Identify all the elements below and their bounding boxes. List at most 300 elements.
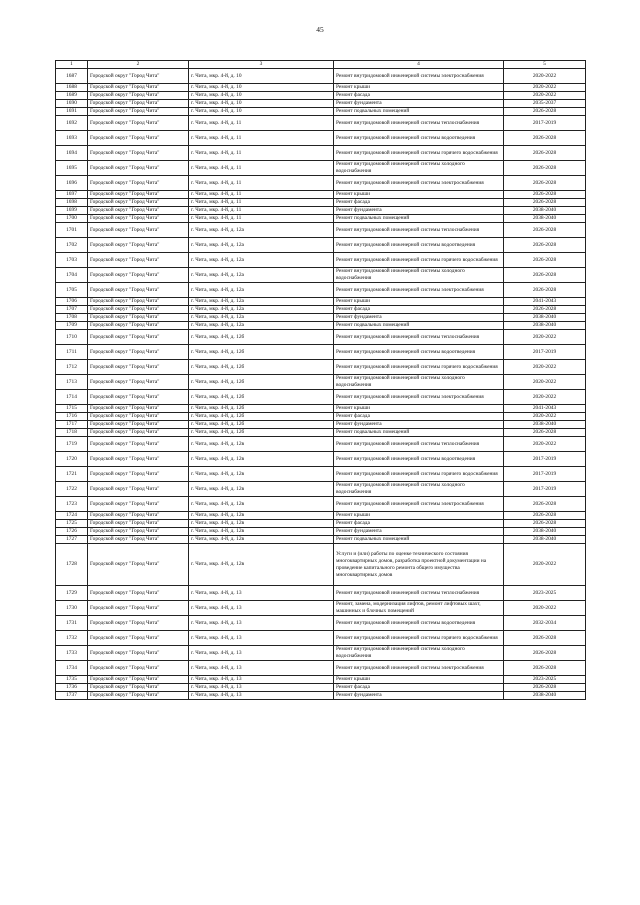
address: г. Чита, мкр. 4-й, д. 12а bbox=[189, 322, 334, 330]
period: 2017-2019 bbox=[504, 467, 586, 482]
period: 2026-2028 bbox=[504, 684, 586, 692]
period: 2026-2028 bbox=[504, 161, 586, 176]
work-type: Ремонт подвальных помещений bbox=[334, 536, 504, 544]
period: 2038-2040 bbox=[504, 528, 586, 536]
table-row bbox=[56, 238, 586, 253]
municipality: Городской округ "Город Чита" bbox=[88, 69, 189, 84]
work-type: Ремонт внутридомовой инженерной системы электроснабжения bbox=[334, 283, 504, 298]
row-number: 1731 bbox=[56, 616, 88, 631]
table-row bbox=[56, 536, 586, 544]
work-type: Ремонт внутридомовой инженерной системы теплоснабжения bbox=[334, 116, 504, 131]
row-number: 1705 bbox=[56, 283, 88, 298]
work-type: Ремонт крыши bbox=[334, 298, 504, 306]
repair-schedule-table bbox=[55, 60, 586, 700]
table-row bbox=[56, 215, 586, 223]
table-row bbox=[56, 322, 586, 330]
table-row bbox=[56, 692, 586, 700]
work-type: Ремонт внутридомовой инженерной системы холодного водоснабжения bbox=[334, 268, 504, 283]
municipality: Городской округ "Город Чита" bbox=[88, 306, 189, 314]
row-number: 1696 bbox=[56, 176, 88, 191]
address: г. Чита, мкр. 4-й, д. 12а bbox=[189, 238, 334, 253]
period: 2026-2028 bbox=[504, 429, 586, 437]
municipality: Городской округ "Город Чита" bbox=[88, 528, 189, 536]
work-type: Ремонт внутридомовой инженерной системы горячего водоснабжения bbox=[334, 631, 504, 646]
work-type: Ремонт подвальных помещений bbox=[334, 215, 504, 223]
address: г. Чита, мкр. 4-й, д. 12в bbox=[189, 536, 334, 544]
row-number: 1715 bbox=[56, 405, 88, 413]
row-number: 1709 bbox=[56, 322, 88, 330]
column-number: 2 bbox=[88, 61, 189, 69]
address: г. Чита, мкр. 4-й, д. 11 bbox=[189, 146, 334, 161]
table-row bbox=[56, 413, 586, 421]
address: г. Чита, мкр. 4-й, д. 12а bbox=[189, 268, 334, 283]
table-row bbox=[56, 646, 586, 661]
work-type: Ремонт внутридомовой инженерной системы теплоснабжения bbox=[334, 330, 504, 345]
municipality: Городской округ "Город Чита" bbox=[88, 544, 189, 586]
table-row bbox=[56, 84, 586, 92]
municipality: Городской округ "Город Чита" bbox=[88, 452, 189, 467]
row-number: 1687 bbox=[56, 69, 88, 84]
row-number: 1689 bbox=[56, 92, 88, 100]
table-row bbox=[56, 116, 586, 131]
address: г. Чита, мкр. 4-й, д. 11 bbox=[189, 191, 334, 199]
municipality: Городской округ "Город Чита" bbox=[88, 314, 189, 322]
period: 2020-2022 bbox=[504, 375, 586, 390]
row-number: 1727 bbox=[56, 536, 88, 544]
address: г. Чита, мкр. 4-й, д. 12а bbox=[189, 306, 334, 314]
municipality: Городской округ "Город Чита" bbox=[88, 375, 189, 390]
work-type: Ремонт внутридомовой инженерной системы электроснабжения bbox=[334, 390, 504, 405]
period: 2038-2040 bbox=[504, 215, 586, 223]
work-type: Ремонт крыши bbox=[334, 84, 504, 92]
work-type: Ремонт внутридомовой инженерной системы электроснабжения bbox=[334, 69, 504, 84]
table-row bbox=[56, 520, 586, 528]
table-row bbox=[56, 684, 586, 692]
row-number: 1723 bbox=[56, 497, 88, 512]
row-number: 1713 bbox=[56, 375, 88, 390]
table-row bbox=[56, 306, 586, 314]
work-type: Ремонт внутридомовой инженерной системы теплоснабжения bbox=[334, 437, 504, 452]
municipality: Городской округ "Город Чита" bbox=[88, 437, 189, 452]
municipality: Городской округ "Город Чита" bbox=[88, 512, 189, 520]
municipality: Городской округ "Город Чита" bbox=[88, 601, 189, 616]
row-number: 1716 bbox=[56, 413, 88, 421]
address: г. Чита, мкр. 4-й, д. 12б bbox=[189, 345, 334, 360]
address: г. Чита, мкр. 4-й, д. 13 bbox=[189, 586, 334, 601]
period: 2020-2022 bbox=[504, 360, 586, 375]
table-row bbox=[56, 146, 586, 161]
municipality: Городской округ "Город Чита" bbox=[88, 497, 189, 512]
work-type: Ремонт фундамента bbox=[334, 207, 504, 215]
table-row bbox=[56, 131, 586, 146]
table-row bbox=[56, 512, 586, 520]
period: 2023-2025 bbox=[504, 586, 586, 601]
table-row bbox=[56, 298, 586, 306]
address: г. Чита, мкр. 4-й, д. 10 bbox=[189, 92, 334, 100]
address: г. Чита, мкр. 4-й, д. 12в bbox=[189, 452, 334, 467]
row-number: 1730 bbox=[56, 601, 88, 616]
work-type: Ремонт внутридомовой инженерной системы горячего водоснабжения bbox=[334, 253, 504, 268]
row-number: 1737 bbox=[56, 692, 88, 700]
work-type: Ремонт внутридомовой инженерной системы электроснабжения bbox=[334, 176, 504, 191]
work-type: Ремонт подвальных помещений bbox=[334, 322, 504, 330]
municipality: Городской округ "Город Чита" bbox=[88, 536, 189, 544]
address: г. Чита, мкр. 4-й, д. 12в bbox=[189, 528, 334, 536]
row-number: 1698 bbox=[56, 199, 88, 207]
municipality: Городской округ "Город Чита" bbox=[88, 215, 189, 223]
municipality: Городской округ "Город Чита" bbox=[88, 520, 189, 528]
municipality: Городской округ "Город Чита" bbox=[88, 298, 189, 306]
column-number: 3 bbox=[189, 61, 334, 69]
work-type: Ремонт внутридомовой инженерной системы холодного водоснабжения bbox=[334, 375, 504, 390]
work-type: Ремонт фундамента bbox=[334, 692, 504, 700]
page-number: 45 bbox=[316, 25, 324, 34]
municipality: Городской округ "Город Чита" bbox=[88, 692, 189, 700]
table-row bbox=[56, 616, 586, 631]
table-row bbox=[56, 108, 586, 116]
municipality: Городской округ "Город Чита" bbox=[88, 421, 189, 429]
row-number: 1695 bbox=[56, 161, 88, 176]
address: г. Чита, мкр. 4-й, д. 12в bbox=[189, 497, 334, 512]
period: 2020-2022 bbox=[504, 601, 586, 616]
work-type: Ремонт внутридомовой инженерной системы теплоснабжения bbox=[334, 223, 504, 238]
row-number: 1719 bbox=[56, 437, 88, 452]
address: г. Чита, мкр. 4-й, д. 10 bbox=[189, 84, 334, 92]
address: г. Чита, мкр. 4-й, д. 12б bbox=[189, 360, 334, 375]
period: 2020-2022 bbox=[504, 437, 586, 452]
column-number-row bbox=[56, 61, 586, 69]
row-number: 1722 bbox=[56, 482, 88, 497]
row-number: 1710 bbox=[56, 330, 88, 345]
address: г. Чита, мкр. 4-й, д. 12а bbox=[189, 283, 334, 298]
row-number: 1693 bbox=[56, 131, 88, 146]
address: г. Чита, мкр. 4-й, д. 10 bbox=[189, 108, 334, 116]
period: 2017-2019 bbox=[504, 482, 586, 497]
municipality: Городской округ "Город Чита" bbox=[88, 146, 189, 161]
municipality: Городской округ "Город Чита" bbox=[88, 616, 189, 631]
table-row bbox=[56, 345, 586, 360]
work-type: Ремонт внутридомовой инженерной системы горячего водоснабжения bbox=[334, 467, 504, 482]
address: г. Чита, мкр. 4-й, д. 11 bbox=[189, 116, 334, 131]
address: г. Чита, мкр. 4-й, д. 11 bbox=[189, 215, 334, 223]
work-type: Ремонт крыши bbox=[334, 405, 504, 413]
period: 2026-2028 bbox=[504, 199, 586, 207]
row-number: 1736 bbox=[56, 684, 88, 692]
period: 2026-2028 bbox=[504, 646, 586, 661]
municipality: Городской округ "Город Чита" bbox=[88, 84, 189, 92]
period: 2026-2028 bbox=[504, 146, 586, 161]
row-number: 1724 bbox=[56, 512, 88, 520]
work-type: Ремонт фасада bbox=[334, 92, 504, 100]
municipality: Городской округ "Город Чита" bbox=[88, 345, 189, 360]
table-row bbox=[56, 390, 586, 405]
table-row bbox=[56, 268, 586, 283]
row-number: 1725 bbox=[56, 520, 88, 528]
row-number: 1717 bbox=[56, 421, 88, 429]
period: 2020-2022 bbox=[504, 330, 586, 345]
row-number: 1706 bbox=[56, 298, 88, 306]
address: г. Чита, мкр. 4-й, д. 10 bbox=[189, 69, 334, 84]
row-number: 1704 bbox=[56, 268, 88, 283]
address: г. Чита, мкр. 4-й, д. 12в bbox=[189, 512, 334, 520]
address: г. Чита, мкр. 4-й, д. 13 bbox=[189, 692, 334, 700]
address: г. Чита, мкр. 4-й, д. 11 bbox=[189, 176, 334, 191]
period: 2026-2028 bbox=[504, 520, 586, 528]
municipality: Городской округ "Город Чита" bbox=[88, 322, 189, 330]
municipality: Городской округ "Город Чита" bbox=[88, 467, 189, 482]
municipality: Городской округ "Город Чита" bbox=[88, 413, 189, 421]
municipality: Городской округ "Город Чита" bbox=[88, 676, 189, 684]
period: 2020-2022 bbox=[504, 544, 586, 586]
work-type: Ремонт крыши bbox=[334, 512, 504, 520]
address: г. Чита, мкр. 4-й, д. 12б bbox=[189, 421, 334, 429]
municipality: Городской округ "Город Чита" bbox=[88, 199, 189, 207]
table-row bbox=[56, 375, 586, 390]
municipality: Городской округ "Город Чита" bbox=[88, 684, 189, 692]
work-type: Ремонт, замена, модернизация лифтов, ремонт лифтовых шахт, машинных и блочных помещений bbox=[334, 601, 504, 616]
period: 2026-2028 bbox=[504, 223, 586, 238]
row-number: 1711 bbox=[56, 345, 88, 360]
municipality: Городской округ "Город Чита" bbox=[88, 631, 189, 646]
row-number: 1714 bbox=[56, 390, 88, 405]
address: г. Чита, мкр. 4-й, д. 13 bbox=[189, 616, 334, 631]
period: 2038-2040 bbox=[504, 314, 586, 322]
table-row bbox=[56, 176, 586, 191]
period: 2032-2034 bbox=[504, 616, 586, 631]
period: 2026-2028 bbox=[504, 497, 586, 512]
period: 2020-2022 bbox=[504, 84, 586, 92]
period: 2026-2028 bbox=[504, 176, 586, 191]
period: 2026-2028 bbox=[504, 661, 586, 676]
table-row bbox=[56, 161, 586, 176]
column-number: 4 bbox=[334, 61, 504, 69]
row-number: 1721 bbox=[56, 467, 88, 482]
address: г. Чита, мкр. 4-й, д. 12б bbox=[189, 405, 334, 413]
municipality: Городской округ "Город Чита" bbox=[88, 429, 189, 437]
municipality: Городской округ "Город Чита" bbox=[88, 191, 189, 199]
row-number: 1690 bbox=[56, 100, 88, 108]
row-number: 1718 bbox=[56, 429, 88, 437]
municipality: Городской округ "Город Чита" bbox=[88, 92, 189, 100]
table-row bbox=[56, 421, 586, 429]
work-type: Ремонт фундамента bbox=[334, 100, 504, 108]
table-row bbox=[56, 631, 586, 646]
table-row bbox=[56, 191, 586, 199]
work-type: Ремонт внутридомовой инженерной системы водоотведения bbox=[334, 131, 504, 146]
work-type: Ремонт внутридомовой инженерной системы водоотведения bbox=[334, 345, 504, 360]
address: г. Чита, мкр. 4-й, д. 12в bbox=[189, 482, 334, 497]
address: г. Чита, мкр. 4-й, д. 11 bbox=[189, 161, 334, 176]
period: 2026-2028 bbox=[504, 108, 586, 116]
period: 2020-2022 bbox=[504, 390, 586, 405]
municipality: Городской округ "Город Чита" bbox=[88, 268, 189, 283]
address: г. Чита, мкр. 4-й, д. 13 bbox=[189, 684, 334, 692]
address: г. Чита, мкр. 4-й, д. 12б bbox=[189, 330, 334, 345]
municipality: Городской округ "Город Чита" bbox=[88, 482, 189, 497]
address: г. Чита, мкр. 4-й, д. 12б bbox=[189, 390, 334, 405]
row-number: 1712 bbox=[56, 360, 88, 375]
work-type: Услуги и (или) работы по оценке технического состояния многоквартирных домов, разработка проектной документации на проведение капитального ремонта общего имущества многоквартирных домов bbox=[334, 544, 504, 586]
municipality: Городской округ "Город Чита" bbox=[88, 586, 189, 601]
address: г. Чита, мкр. 4-й, д. 13 bbox=[189, 661, 334, 676]
address: г. Чита, мкр. 4-й, д. 12б bbox=[189, 413, 334, 421]
period: 2017-2019 bbox=[504, 116, 586, 131]
row-number: 1688 bbox=[56, 84, 88, 92]
table-row bbox=[56, 482, 586, 497]
row-number: 1691 bbox=[56, 108, 88, 116]
table-row bbox=[56, 405, 586, 413]
work-type: Ремонт внутридомовой инженерной системы электроснабжения bbox=[334, 661, 504, 676]
address: г. Чита, мкр. 4-й, д. 12в bbox=[189, 520, 334, 528]
row-number: 1697 bbox=[56, 191, 88, 199]
work-type: Ремонт подвальных помещений bbox=[334, 108, 504, 116]
period: 2038-2040 bbox=[504, 692, 586, 700]
table-row bbox=[56, 199, 586, 207]
municipality: Городской округ "Город Чита" bbox=[88, 108, 189, 116]
period: 2017-2019 bbox=[504, 345, 586, 360]
period: 2041-2043 bbox=[504, 405, 586, 413]
period: 2038-2040 bbox=[504, 207, 586, 215]
table-row bbox=[56, 544, 586, 586]
row-number: 1702 bbox=[56, 238, 88, 253]
row-number: 1701 bbox=[56, 223, 88, 238]
work-type: Ремонт фасада bbox=[334, 306, 504, 314]
work-type: Ремонт внутридомовой инженерной системы водоотведения bbox=[334, 452, 504, 467]
table-row bbox=[56, 207, 586, 215]
address: г. Чита, мкр. 4-й, д. 12а bbox=[189, 298, 334, 306]
address: г. Чита, мкр. 4-й, д. 12а bbox=[189, 314, 334, 322]
address: г. Чита, мкр. 4-й, д. 12б bbox=[189, 429, 334, 437]
table-row bbox=[56, 92, 586, 100]
table-row bbox=[56, 283, 586, 298]
address: г. Чита, мкр. 4-й, д. 12а bbox=[189, 253, 334, 268]
work-type: Ремонт внутридомовой инженерной системы водоотведения bbox=[334, 616, 504, 631]
row-number: 1700 bbox=[56, 215, 88, 223]
period: 2026-2028 bbox=[504, 253, 586, 268]
address: г. Чита, мкр. 4-й, д. 11 bbox=[189, 199, 334, 207]
table-row bbox=[56, 676, 586, 684]
work-type: Ремонт фасада bbox=[334, 684, 504, 692]
period: 2026-2028 bbox=[504, 191, 586, 199]
row-number: 1728 bbox=[56, 544, 88, 586]
work-type: Ремонт внутридомовой инженерной системы водоотведения bbox=[334, 238, 504, 253]
address: г. Чита, мкр. 4-й, д. 12в bbox=[189, 544, 334, 586]
table-row bbox=[56, 253, 586, 268]
row-number: 1703 bbox=[56, 253, 88, 268]
table-row bbox=[56, 314, 586, 322]
period: 2023-2025 bbox=[504, 676, 586, 684]
period: 2026-2028 bbox=[504, 283, 586, 298]
work-type: Ремонт подвальных помещений bbox=[334, 429, 504, 437]
period: 2026-2028 bbox=[504, 306, 586, 314]
municipality: Городской округ "Город Чита" bbox=[88, 131, 189, 146]
column-number: 5 bbox=[504, 61, 586, 69]
municipality: Городской округ "Город Чита" bbox=[88, 330, 189, 345]
period: 2026-2028 bbox=[504, 238, 586, 253]
municipality: Городской округ "Город Чита" bbox=[88, 116, 189, 131]
row-number: 1735 bbox=[56, 676, 88, 684]
period: 2026-2028 bbox=[504, 268, 586, 283]
table-row bbox=[56, 223, 586, 238]
address: г. Чита, мкр. 4-й, д. 13 bbox=[189, 646, 334, 661]
period: 2017-2019 bbox=[504, 452, 586, 467]
table-row bbox=[56, 601, 586, 616]
municipality: Городской округ "Город Чита" bbox=[88, 223, 189, 238]
row-number: 1732 bbox=[56, 631, 88, 646]
address: г. Чита, мкр. 4-й, д. 11 bbox=[189, 207, 334, 215]
table-row bbox=[56, 467, 586, 482]
period: 2026-2028 bbox=[504, 131, 586, 146]
period: 2020-2022 bbox=[504, 92, 586, 100]
period: 2035-2037 bbox=[504, 100, 586, 108]
work-type: Ремонт внутридомовой инженерной системы горячего водоснабжения bbox=[334, 146, 504, 161]
address: г. Чита, мкр. 4-й, д. 12а bbox=[189, 223, 334, 238]
address: г. Чита, мкр. 4-й, д. 12в bbox=[189, 467, 334, 482]
work-type: Ремонт фасада bbox=[334, 413, 504, 421]
row-number: 1694 bbox=[56, 146, 88, 161]
address: г. Чита, мкр. 4-й, д. 10 bbox=[189, 100, 334, 108]
municipality: Городской округ "Город Чита" bbox=[88, 360, 189, 375]
row-number: 1708 bbox=[56, 314, 88, 322]
address: г. Чита, мкр. 4-й, д. 12в bbox=[189, 437, 334, 452]
work-type: Ремонт фасада bbox=[334, 520, 504, 528]
work-type: Ремонт внутридомовой инженерной системы теплоснабжения bbox=[334, 586, 504, 601]
row-number: 1707 bbox=[56, 306, 88, 314]
period: 2026-2028 bbox=[504, 631, 586, 646]
municipality: Городской округ "Город Чита" bbox=[88, 238, 189, 253]
work-type: Ремонт крыши bbox=[334, 676, 504, 684]
municipality: Городской округ "Город Чита" bbox=[88, 283, 189, 298]
address: г. Чита, мкр. 4-й, д. 13 bbox=[189, 676, 334, 684]
work-type: Ремонт внутридомовой инженерной системы электроснабжения bbox=[334, 497, 504, 512]
period: 2020-2022 bbox=[504, 69, 586, 84]
row-number: 1692 bbox=[56, 116, 88, 131]
period: 2020-2022 bbox=[504, 413, 586, 421]
row-number: 1699 bbox=[56, 207, 88, 215]
work-type: Ремонт фасада bbox=[334, 199, 504, 207]
work-type: Ремонт внутридомовой инженерной системы горячего водоснабжения bbox=[334, 360, 504, 375]
work-type: Ремонт внутридомовой инженерной системы холодного водоснабжения bbox=[334, 482, 504, 497]
municipality: Городской округ "Город Чита" bbox=[88, 100, 189, 108]
row-number: 1729 bbox=[56, 586, 88, 601]
table-row bbox=[56, 330, 586, 345]
table-row bbox=[56, 69, 586, 84]
period: 2038-2040 bbox=[504, 421, 586, 429]
address: г. Чита, мкр. 4-й, д. 11 bbox=[189, 131, 334, 146]
table-row bbox=[56, 528, 586, 536]
municipality: Городской округ "Город Чита" bbox=[88, 253, 189, 268]
municipality: Городской округ "Город Чита" bbox=[88, 161, 189, 176]
municipality: Городской округ "Город Чита" bbox=[88, 661, 189, 676]
table-row bbox=[56, 661, 586, 676]
row-number: 1720 bbox=[56, 452, 88, 467]
municipality: Городской округ "Город Чита" bbox=[88, 405, 189, 413]
work-type: Ремонт внутридомовой инженерной системы холодного водоснабжения bbox=[334, 646, 504, 661]
table-row bbox=[56, 497, 586, 512]
work-type: Ремонт фундамента bbox=[334, 421, 504, 429]
work-type: Ремонт внутридомовой инженерной системы холодного водоснабжения bbox=[334, 161, 504, 176]
table-row bbox=[56, 437, 586, 452]
municipality: Городской округ "Город Чита" bbox=[88, 646, 189, 661]
row-number: 1726 bbox=[56, 528, 88, 536]
period: 2041-2043 bbox=[504, 298, 586, 306]
table-row bbox=[56, 100, 586, 108]
row-number: 1734 bbox=[56, 661, 88, 676]
address: г. Чита, мкр. 4-й, д. 12б bbox=[189, 375, 334, 390]
period: 2038-2040 bbox=[504, 322, 586, 330]
address: г. Чита, мкр. 4-й, д. 13 bbox=[189, 631, 334, 646]
table-row bbox=[56, 360, 586, 375]
